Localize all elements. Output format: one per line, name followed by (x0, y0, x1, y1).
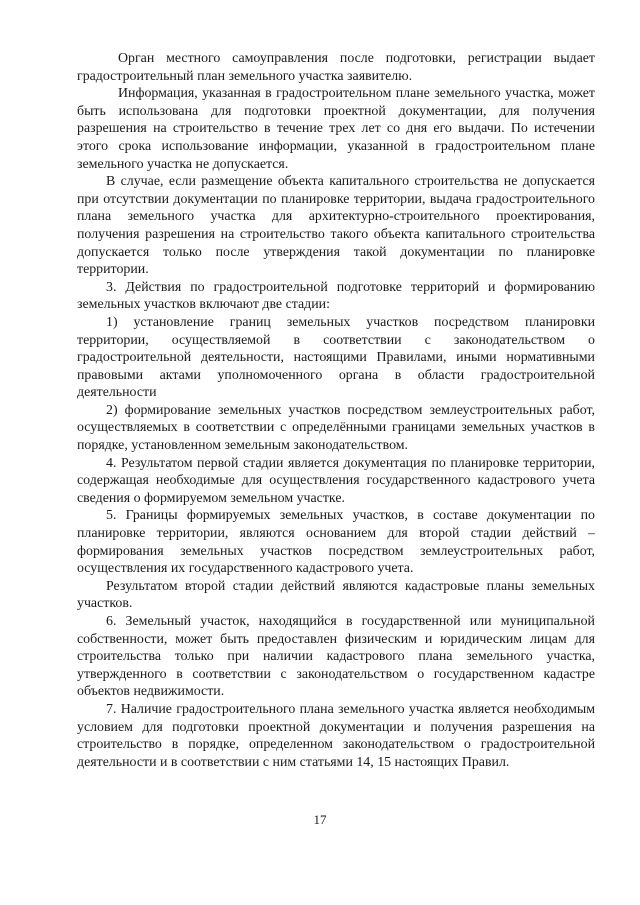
paragraph-stage-1: 1) установление границ земельных участков посредством планировки территории, осуществляемой в соответствии с законодательством о градостроительной деятельности, настоящими Правилами, иными нормативными правовыми актами уполномоченного органа в области градостроительной деятельности (77, 314, 595, 401)
paragraph-plan-validity: Информация, указанная в градостроительном плане земельного участка, может быть использована для подготовки проектной документации, для получения разрешения на строительство в течение трех лет со дня его выдачи. По истечении этого срока использование информации, указанной в градостроительном плане земельного участка не допускается. (77, 86, 595, 172)
paragraph-item-7: 7. Наличие градостроительного плана земельного участка является необходимым условием для подготовки проектной документации и получения разрешения на строительство в порядке, определенном законодательством о градостроительной деятельности и в соответствии с ним статьями 14, 15 настоящих Правил. (77, 701, 595, 770)
page-number: 17 (313, 812, 327, 827)
paragraph-planning-documentation: В случае, если размещение объекта капитального строительства не допускается при отсутствии документации по планировке территории, выдача градостроительного плана земельного участка для архитектурно-строительного проектирования, получения разрешения на строительство такого объекта капитального строительства допускается только после утверждения такой документации по планировке территории. (77, 174, 595, 278)
paragraph-plan-issuance: Орган местного самоуправления после подготовки, регистрации выдает градостроительный план земельного участка заявителю. (77, 51, 595, 84)
document-body (77, 50, 595, 771)
paragraph-item-4: 4. Результатом первой стадии является документация по планировке территории, содержащая необходимые для осуществления государственного кадастрового учета сведения о формируемом земельном участке. (77, 455, 595, 506)
paragraph-item-5: 5. Границы формируемых земельных участков, в составе документации по планировке территории, являются основанием для второй стадии действий – формирования земельных участков посредством землеустроительных работ, осуществления их государственного кадастрового учета. (77, 508, 595, 577)
paragraph-stage-2-result: Результатом второй стадии действий являются кадастровые планы земельных участков. (77, 578, 595, 612)
paragraph-stage-2: 2) формирование земельных участков посредством землеустроительных работ, осуществляемых в соответствии с определёнными границами земельных участков в порядке, установленном земельным законодательством. (77, 402, 595, 454)
paragraph-item-3: 3. Действия по градостроительной подготовке территорий и формированию земельных участков включают две стадии: (77, 279, 595, 313)
paragraph-item-6: 6. Земельный участок, находящийся в государственной или муниципальной собственности, может быть предоставлен физическим и юридическим лицам для строительства только при наличии кадастрового плана земельного участка, утвержденного в соответствии с законодательством о государственном кадастре объектов недвижимости. (77, 614, 595, 700)
